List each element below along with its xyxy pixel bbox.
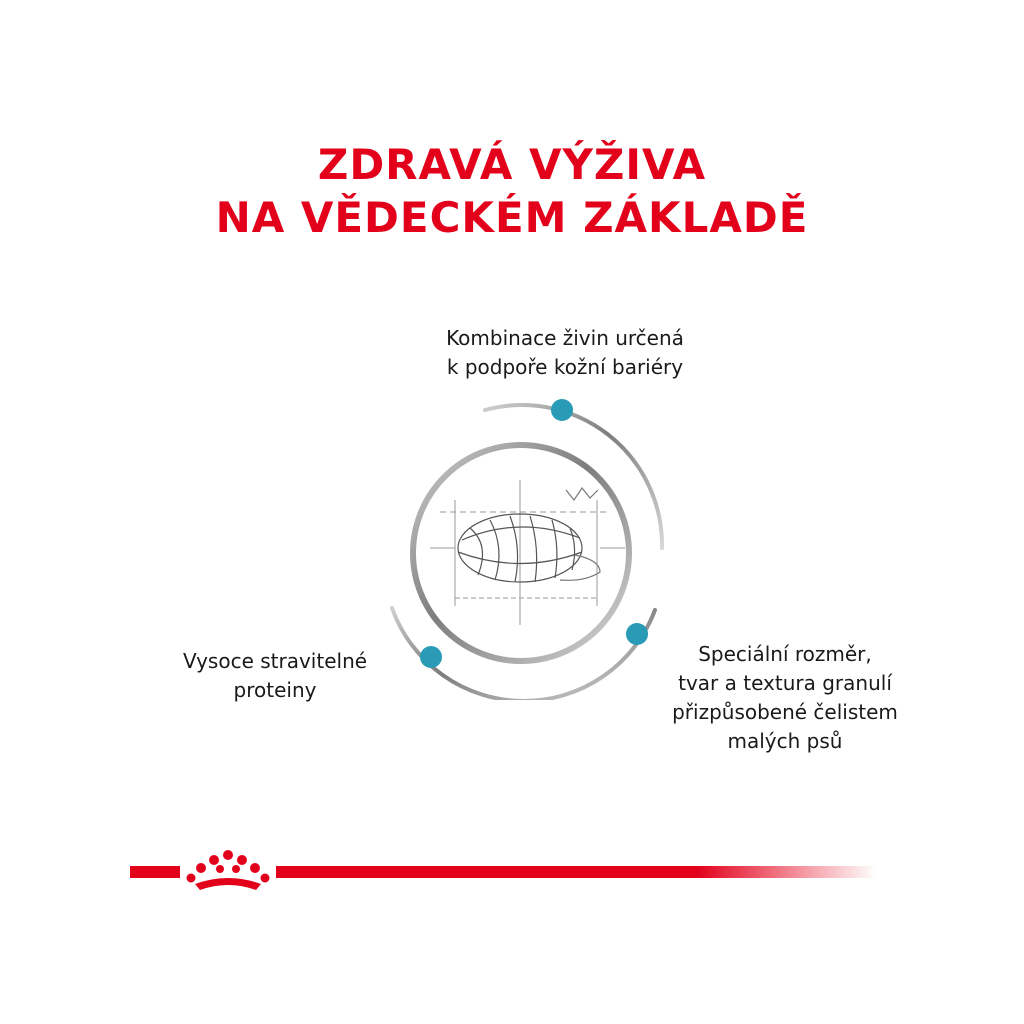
headline-line-2: NA VĚDECKÉM ZÁKLADĚ (215, 193, 809, 242)
footer-line-right (276, 866, 876, 878)
benefit-digestible-proteins-line-1: Vysoce stravitelné (182, 649, 368, 673)
kibble-sketch-icon (458, 488, 600, 582)
footer-line-left (130, 866, 180, 878)
benefit-kibble-shape-line-3: přizpůsobené čelistem (672, 700, 898, 724)
benefit-kibble-shape-line-2: tvar a textura granulí (678, 671, 892, 695)
bullet-proteins-icon (420, 646, 442, 668)
benefit-digestible-proteins (170, 647, 380, 705)
brand-footer (0, 848, 1024, 898)
bullet-kibble-shape-icon (626, 623, 648, 645)
benefit-kibble-shape-line-1: Speciální rozměr, (698, 642, 872, 666)
bullet-skin-barrier-icon (551, 399, 573, 421)
headline-line-1: ZDRAVÁ VÝŽIVA (317, 140, 707, 189)
outer-arc-top (485, 405, 662, 548)
benefit-kibble-shape-line-4: malých psů (727, 729, 843, 753)
benefit-skin-barrier-line-1: Kombinace živin určená (446, 326, 684, 350)
benefit-skin-barrier (380, 324, 750, 382)
kibble-diagram (380, 390, 680, 700)
royal-canin-crown-icon (187, 850, 270, 890)
benefit-skin-barrier-line-2: k podpoře kožní bariéry (446, 355, 684, 379)
benefit-digestible-proteins-line-2: proteiny (233, 678, 317, 702)
